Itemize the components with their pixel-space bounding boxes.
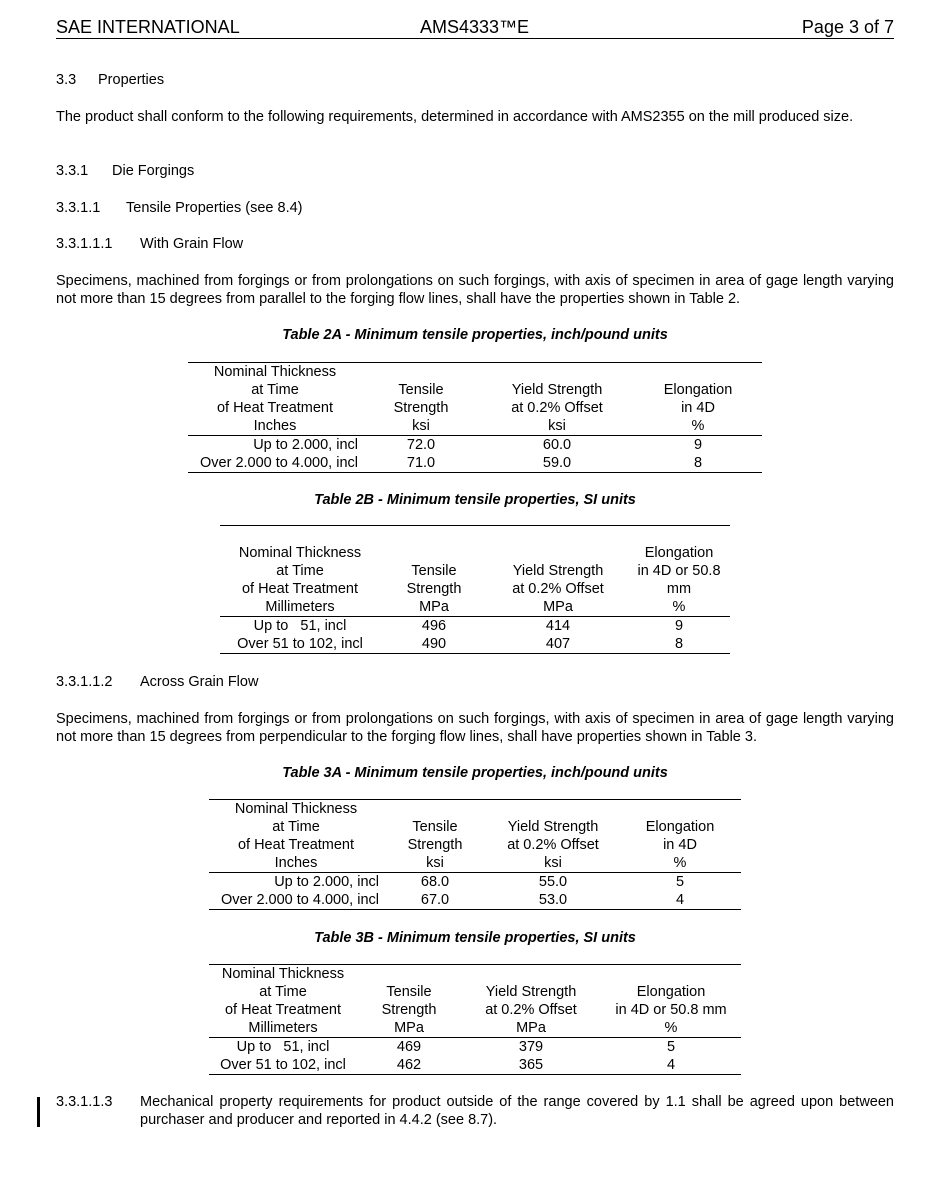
section-title: Properties bbox=[98, 72, 165, 88]
header-cell: at 0.2% Offset bbox=[511, 400, 603, 416]
table-row bbox=[209, 891, 741, 910]
header-cell: in 4D bbox=[681, 400, 715, 416]
elongation-cell: 8 bbox=[634, 454, 762, 473]
header-cell: Inches bbox=[188, 417, 362, 436]
yield-cell: 407 bbox=[488, 635, 628, 654]
table-2b-caption: Table 2B - Minimum tensile properties, SI units bbox=[314, 492, 636, 508]
header-cell: % bbox=[619, 854, 741, 873]
table-row bbox=[188, 436, 762, 455]
elongation-cell: 9 bbox=[693, 437, 703, 453]
tensile-cell: 496 bbox=[421, 618, 447, 634]
section-3-3-1-1-3-number: 3.3.1.1.3 bbox=[56, 1094, 113, 1110]
header-doc-number: AMS4333™E bbox=[420, 17, 530, 37]
tensile-cell: 72.0 bbox=[406, 437, 436, 453]
header-cell: Nominal Thickness bbox=[238, 545, 362, 561]
table-row bbox=[220, 635, 730, 654]
section-title: Die Forgings bbox=[112, 163, 195, 179]
thickness-cell: Up to 2.000, incl bbox=[253, 437, 358, 453]
header-cell: Yield Strength bbox=[512, 563, 604, 579]
thickness-cell: Over 51 to 102, incl bbox=[220, 635, 380, 654]
header-cell: Strength bbox=[406, 581, 462, 597]
header-cell: of Heat Treatment bbox=[216, 400, 334, 416]
tensile-cell: 469 bbox=[396, 1039, 422, 1055]
header-page-number: Page 3 of 7 bbox=[801, 17, 894, 37]
header-cell: at Time bbox=[272, 819, 320, 835]
yield-cell: 55.0 bbox=[538, 874, 568, 890]
header-cell: Yield Strength bbox=[507, 819, 599, 835]
section-number: 3.3 bbox=[56, 72, 77, 88]
header-cell: Nominal Thickness bbox=[188, 363, 362, 382]
revision-change-bar bbox=[37, 1097, 40, 1127]
section-3-3-1-1-3-text: Mechanical property requirements for product outside of the range covered by 1.1 shall be agreed upon between purchaser and producer and reported in 4.4.2 (see 8.7). bbox=[140, 1094, 894, 1128]
header-cell: at 0.2% Offset bbox=[512, 581, 604, 597]
thickness-cell: Up to 51, incl bbox=[253, 618, 347, 634]
tensile-cell: 490 bbox=[380, 635, 488, 654]
header-cell: ksi bbox=[362, 417, 480, 436]
header-cell: % bbox=[628, 598, 730, 617]
header-cell: of Heat Treatment bbox=[224, 1002, 342, 1018]
elongation-cell: 9 bbox=[674, 618, 684, 634]
table-3b bbox=[209, 964, 741, 1075]
yield-cell: 414 bbox=[545, 618, 571, 634]
header-cell: Strength bbox=[407, 837, 463, 853]
table-row bbox=[209, 1056, 741, 1075]
thickness-cell: Over 51 to 102, incl bbox=[209, 1056, 357, 1075]
header-cell: Tensile bbox=[398, 382, 444, 398]
header-cell: Millimeters bbox=[220, 598, 380, 617]
elongation-cell: 5 bbox=[675, 874, 685, 890]
thickness-cell: Up to 2.000, incl bbox=[274, 874, 379, 890]
header-cell: Millimeters bbox=[209, 1019, 357, 1038]
table-row bbox=[220, 617, 730, 636]
thickness-cell: Over 2.000 to 4.000, incl bbox=[188, 454, 362, 473]
table-2a bbox=[188, 362, 762, 473]
header-cell: Elongation bbox=[636, 984, 706, 1000]
section-3-3-1-1-1-heading bbox=[56, 235, 243, 253]
yield-cell: 53.0 bbox=[487, 891, 619, 910]
page-header bbox=[56, 16, 894, 39]
header-cell: in 4D or 50.8 mm bbox=[615, 1002, 727, 1018]
tensile-cell: 71.0 bbox=[362, 454, 480, 473]
header-cell: Yield Strength bbox=[485, 984, 577, 1000]
elongation-cell: 4 bbox=[619, 891, 741, 910]
yield-cell: 365 bbox=[461, 1056, 601, 1075]
header-cell: Nominal Thickness bbox=[209, 965, 357, 984]
thickness-cell: Over 2.000 to 4.000, incl bbox=[209, 891, 383, 910]
table-3a-caption: Table 3A - Minimum tensile properties, inch/pound units bbox=[282, 765, 668, 781]
header-cell: ksi bbox=[383, 854, 487, 873]
section-3-3-text: The product shall conform to the following requirements, determined in accordance with AMS2355 on the mill produced size. bbox=[56, 109, 854, 125]
header-cell: of Heat Treatment bbox=[237, 837, 355, 853]
section-3-3-1-heading bbox=[56, 162, 194, 180]
section-3-3-heading bbox=[56, 71, 164, 89]
header-cell: MPa bbox=[357, 1019, 461, 1038]
section-3-3-1-1-heading bbox=[56, 199, 303, 217]
header-cell: Tensile bbox=[411, 563, 457, 579]
yield-cell: 60.0 bbox=[542, 437, 572, 453]
header-cell: MPa bbox=[380, 598, 488, 617]
header-cell: Tensile bbox=[412, 819, 458, 835]
table-row bbox=[209, 873, 741, 892]
table-row bbox=[209, 1038, 741, 1057]
header-cell: at Time bbox=[251, 382, 299, 398]
elongation-cell: 4 bbox=[601, 1056, 741, 1075]
section-number: 3.3.1.1.2 bbox=[56, 674, 113, 690]
header-cell: in 4D or 50.8 bbox=[637, 563, 721, 579]
header-cell: Strength bbox=[393, 400, 449, 416]
tensile-cell: 462 bbox=[357, 1056, 461, 1075]
header-cell: Elongation bbox=[645, 819, 715, 835]
table-3b-caption: Table 3B - Minimum tensile properties, SI units bbox=[314, 930, 636, 946]
header-cell: % bbox=[601, 1019, 741, 1038]
header-cell: Strength bbox=[381, 1002, 437, 1018]
header-cell: at 0.2% Offset bbox=[507, 837, 599, 853]
tensile-cell: 67.0 bbox=[383, 891, 487, 910]
header-cell: Elongation bbox=[663, 382, 733, 398]
section-number: 3.3.1 bbox=[56, 163, 89, 179]
header-cell: ksi bbox=[487, 854, 619, 873]
header-org: SAE INTERNATIONAL bbox=[56, 17, 240, 37]
header-cell: at Time bbox=[259, 984, 307, 1000]
header-cell: at Time bbox=[276, 563, 324, 579]
section-number: 3.3.1.1.1 bbox=[56, 236, 113, 252]
section-3-3-1-1-1-text: Specimens, machined from forgings or from prolongations on such forgings, with axis of specimen in area of gage length varying not more than 15 degrees from parallel to the forging flow lines, shall have the properties shown in Table 2. bbox=[56, 273, 894, 307]
section-3-3-1-1-2-text: Specimens, machined from forgings or from prolongations on such forgings, with axis of specimen in area of gage length varying not more than 15 degrees from perpendicular to the forging flow lines, shall have properties shown in Table 3. bbox=[56, 711, 894, 745]
header-cell: at 0.2% Offset bbox=[485, 1002, 577, 1018]
header-cell: in 4D bbox=[663, 837, 697, 853]
header-cell: Yield Strength bbox=[511, 382, 603, 398]
section-number: 3.3.1.1 bbox=[56, 200, 101, 216]
table-row bbox=[188, 454, 762, 473]
header-cell: % bbox=[634, 417, 762, 436]
section-title: Tensile Properties (see 8.4) bbox=[126, 200, 303, 216]
tensile-cell: 68.0 bbox=[420, 874, 450, 890]
table-2b bbox=[220, 525, 730, 654]
section-title: Across Grain Flow bbox=[140, 674, 259, 690]
header-cell: Tensile bbox=[386, 984, 432, 1000]
header-cell: ksi bbox=[480, 417, 634, 436]
section-title: With Grain Flow bbox=[140, 236, 244, 252]
elongation-cell: 5 bbox=[666, 1039, 676, 1055]
yield-cell: 379 bbox=[518, 1039, 544, 1055]
elongation-cell: 8 bbox=[628, 635, 730, 654]
table-3a bbox=[209, 799, 741, 910]
header-cell: of Heat Treatment bbox=[241, 581, 359, 597]
table-2a-caption: Table 2A - Minimum tensile properties, inch/pound units bbox=[282, 327, 668, 343]
header-cell: MPa bbox=[488, 598, 628, 617]
header-cell: mm bbox=[666, 581, 692, 597]
header-cell: MPa bbox=[461, 1019, 601, 1038]
header-cell: Nominal Thickness bbox=[209, 800, 383, 819]
yield-cell: 59.0 bbox=[480, 454, 634, 473]
section-3-3-1-1-2-heading bbox=[56, 673, 258, 691]
header-cell: Elongation bbox=[644, 545, 714, 561]
thickness-cell: Up to 51, incl bbox=[236, 1039, 330, 1055]
header-cell: Inches bbox=[209, 854, 383, 873]
